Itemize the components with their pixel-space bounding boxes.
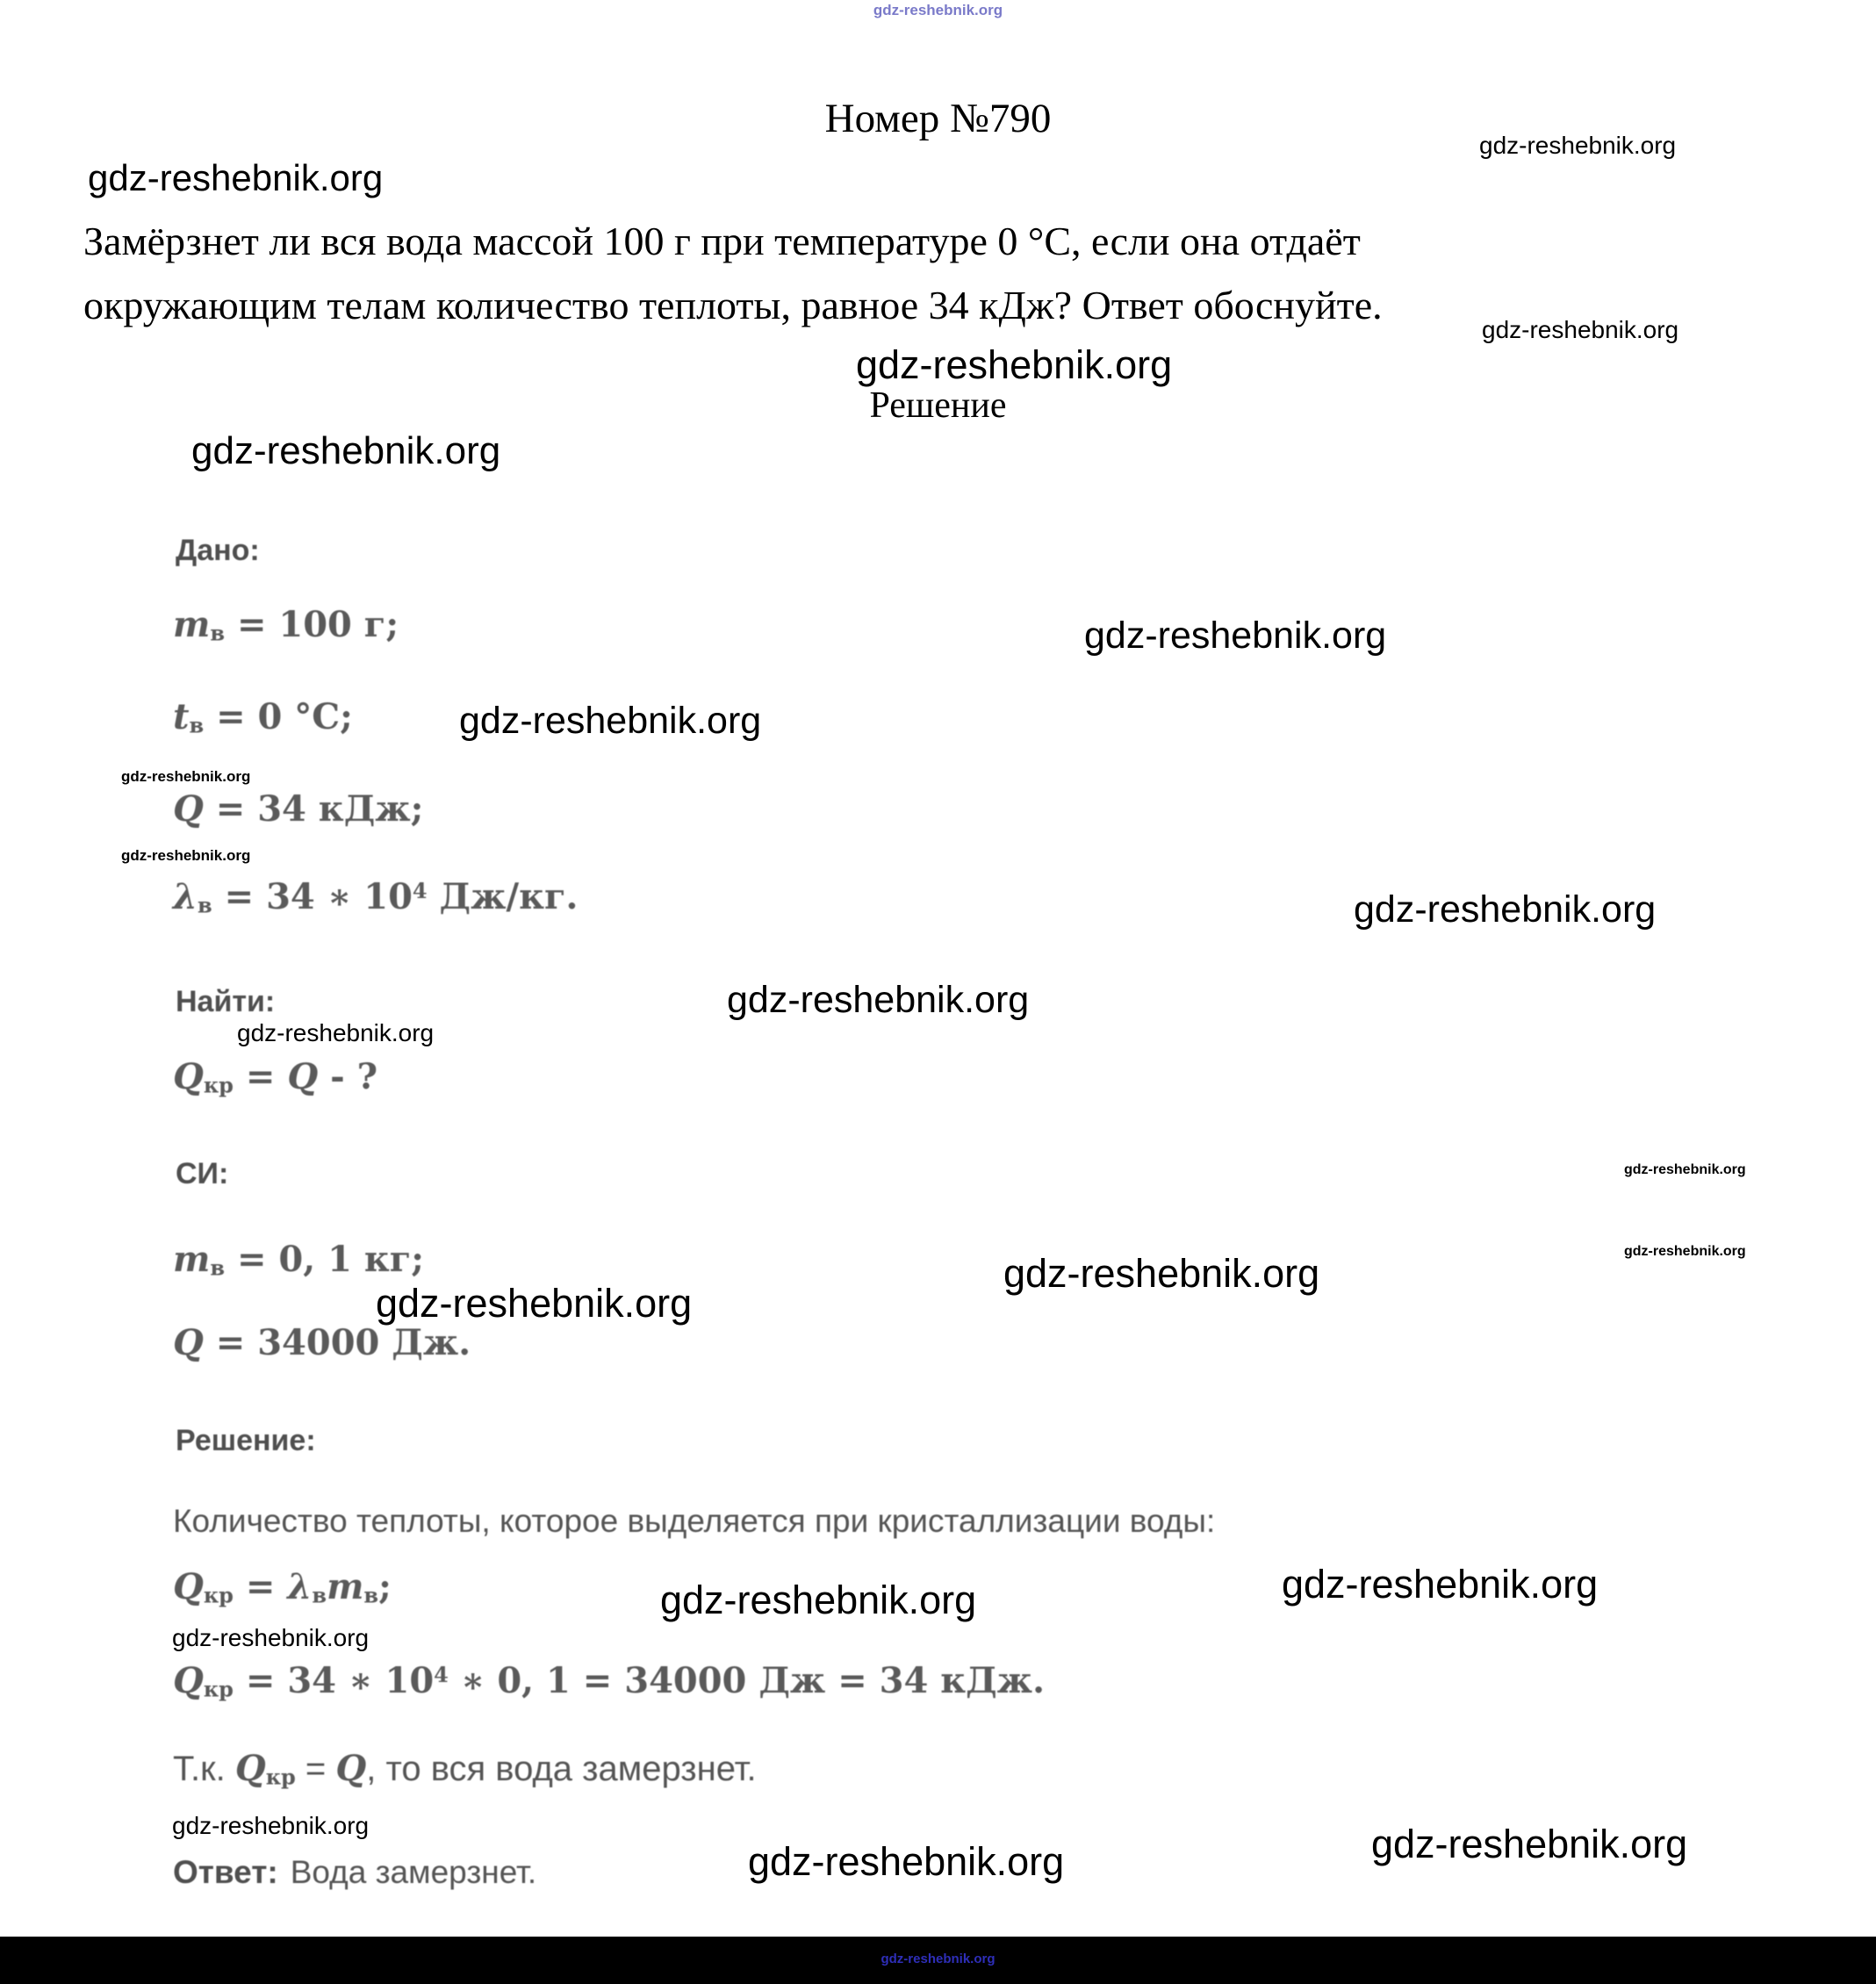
watermark-top: gdz-reshebnik.org: [873, 2, 1003, 18]
answer-line: [173, 1854, 536, 1891]
si-mass-formula: mв = 0, 1 кг;: [173, 1239, 424, 1281]
watermark: gdz-reshebnik.org: [748, 1839, 1065, 1884]
work-conclusion: Т.к. Qкр = Q, то вся вода замерзнет.: [173, 1748, 757, 1790]
work-calculation-formula: Qкр = 34 ∗ $10^4$ ∗ 0, 1 = 34000 Дж = 34 кДж.: [173, 1660, 1045, 1702]
work-label: Решение:: [176, 1424, 316, 1457]
watermark: gdz-reshebnik.org: [1282, 1562, 1599, 1607]
footer-bar: [0, 1937, 1876, 1984]
watermark: gdz-reshebnik.org: [1084, 615, 1387, 657]
problem-text-line-1: Замёрзнет ли вся вода массой 100 г при температуре 0 °C, если она отдаёт: [83, 219, 1361, 263]
watermark: gdz-reshebnik.org: [1624, 1244, 1746, 1259]
problem-text-line-2: окружающим телам количество теплоты, равное 34 кДж? Ответ обоснуйте.: [83, 283, 1383, 327]
watermark: gdz-reshebnik.org: [1624, 1162, 1746, 1177]
watermark: gdz-reshebnik.org: [1482, 316, 1679, 343]
given-temperature-formula: tв = 0 °C;: [173, 696, 353, 738]
watermark: gdz-reshebnik.org: [121, 847, 251, 864]
watermark: gdz-reshebnik.org: [459, 700, 762, 742]
solution-heading: Решение: [869, 385, 1007, 426]
work-statement: Количество теплоты, которое выделяется при кристаллизации воды:: [173, 1503, 1216, 1539]
find-formula: Qкр = Q - ?: [173, 1056, 378, 1098]
si-heat-formula: Q = 34000 Дж.: [173, 1322, 471, 1363]
answer-text: Вода замерзнет.: [290, 1854, 537, 1890]
watermark-footer: gdz-reshebnik.org: [880, 1952, 996, 1966]
given-label: Дано:: [176, 534, 260, 567]
si-label: СИ:: [176, 1157, 229, 1190]
answer-label: Ответ:: [173, 1854, 278, 1890]
watermark: gdz-reshebnik.org: [121, 768, 251, 785]
given-heat-formula: Q = 34 кДж;: [173, 788, 424, 830]
watermark: gdz-reshebnik.org: [88, 157, 384, 198]
watermark: gdz-reshebnik.org: [172, 1812, 370, 1839]
watermark: gdz-reshebnik.org: [856, 342, 1173, 387]
watermark: gdz-reshebnik.org: [660, 1578, 977, 1622]
watermark: gdz-reshebnik.org: [1354, 888, 1657, 931]
watermark: gdz-reshebnik.org: [191, 429, 501, 472]
watermark: gdz-reshebnik.org: [172, 1624, 370, 1651]
watermark: gdz-reshebnik.org: [1371, 1822, 1688, 1866]
find-label: Найти:: [176, 985, 276, 1018]
watermark: gdz-reshebnik.org: [727, 979, 1030, 1021]
given-mass-formula: mв = 100 г;: [173, 604, 399, 646]
watermark: gdz-reshebnik.org: [1479, 132, 1677, 159]
watermark: gdz-reshebnik.org: [1003, 1251, 1320, 1296]
watermark: gdz-reshebnik.org: [376, 1281, 693, 1326]
given-lambda-formula: λв = 34 ∗ $10^4$ Дж/кг.: [173, 876, 579, 918]
watermark: gdz-reshebnik.org: [237, 1019, 435, 1046]
page-title: Номер №790: [824, 96, 1052, 141]
work-formula: Qкр = λвmв;: [173, 1566, 392, 1608]
